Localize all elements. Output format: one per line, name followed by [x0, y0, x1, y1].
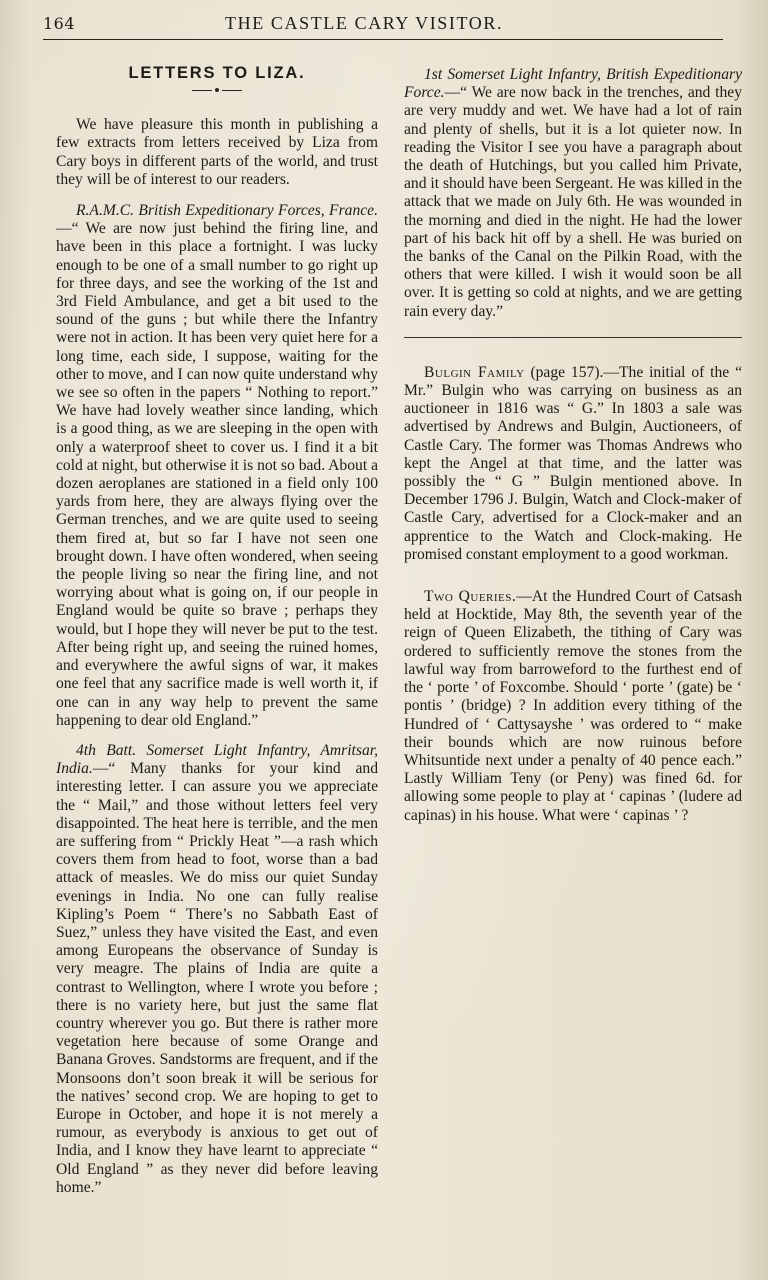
- ornament-bar-left: [192, 90, 212, 91]
- article-title: LETTERS TO LIZA.: [128, 64, 306, 82]
- article-intro: We have pleasure this month in publishing a few extracts from letters received by Liza from Cary boys in different parts of the world, and trust they will be of interest to our readers.: [56, 116, 378, 188]
- letter-bef: [404, 66, 742, 321]
- letter-india: [56, 742, 378, 1197]
- note-body: (page 157).—The initial of the “ Mr.” Bulgin who was carrying on business as an auctioneer in 1816 was “ G.” In 1803 a sale was advertised by Andrews and Bulgin, Auctioneers, of Castle Cary. The former was Thomas Andrews who kept the Angel at that time, and the latter was possibly the “ G ” Bulgin mentioned above. In December 1796 J. Bulgin, Watch and Clock-maker of Castle Cary, advertised for a Clock-maker and an apprentice to the Watch and Clock-making. He promised constant employment to a good workman.: [404, 363, 742, 563]
- note-two-queries: [404, 588, 742, 825]
- left-column: [56, 60, 378, 1209]
- running-title: THE CASTLE CARY VISITOR.: [225, 13, 504, 33]
- page-number: 164: [43, 14, 76, 33]
- letter-body: —“ Many thanks for your kind and interesting letter. I can assure you we appreciate the “ Mail,” and those without letters feel very disappointed. The heat here is terrible, and the men are suffering from “ Prickly Heat ”—a rash which covers them from head to foot, worse than a bad attack of measles. We do miss our quiet Sunday evenings in India. No one can fully realise Kipling’s Poem “ There’s no Sabbath East of Suez,” unless they have visited the East, and even among Europeans the observance of Sunday is very meagre. The plains of India are quite a contrast to Wellington, where I wrote you before ; there is no variety here, but just the same flat country wherever you go. But there is rather more vegetation here because of some Orange and Banana Groves. Sandstorms are frequent, and if the Monsoons don’t soon break it will be serious for the natives’ second crop. We are hoping to get to Europe in October, and hope it is not merely a rumour, as everybody is anxious to get out of India, and I know they have learnt to appreciate “ Old England ” as they never did before leaving home.”: [56, 760, 378, 1196]
- letter-france: [56, 202, 378, 730]
- note-heading: Two Queries.: [424, 588, 517, 606]
- note-bulgin-family: [404, 364, 742, 564]
- ornament-dot: [215, 88, 219, 92]
- letter-source: 4th Batt. Somerset Light Infantry, Amritsar, India.: [56, 741, 378, 778]
- ornament-bar-right: [222, 90, 242, 91]
- title-ornament: [192, 88, 242, 94]
- section-divider: [404, 337, 742, 338]
- letter-source: 1st Somerset Light Infantry, British Expeditionary Force.: [404, 66, 742, 102]
- letter-body: —“ We are now just behind the firing line, and have been in this place a fortnight. I was lucky enough to be one of a small number to go right up for three days, and see the working of the 1st and 3rd Field Ambulance, and get a bit used to the sound of the guns ; but while there the Infantry were not in action. It has been very quiet here for a long time, each side, I suppose, waiting for the other to move, and I can now quite understand why we see so often in the papers “ Nothing to report.” We have had lovely weather since landing, which is a good thing, as we are sleeping in the open with only a waterproof sheet to cover us. I find it a bit cold at night, but otherwise it is not so bad. About a dozen aeroplanes are stationed in a field only 100 yards from here, they are always flying over the German trenches, and we are quite used to seeing them fired at, but so far I have not seen one brought down. I have often wondered, when seeing the people living so near the firing line, and not worrying about what is going on, if our people in England would be quite so brave ; perhaps they would, but I hope they will never be put to the test. After being right up, and seeing the ruined homes, and everywhere the awful signs of war, it makes one feel that any sacrifice made is well worth it, if one can in any way help to prevent the same happening to dear old England.”: [56, 220, 378, 729]
- note-body: —At the Hundred Court of Catsash held at Hocktide, May 8th, the seventh year of the reign of Queen Elizabeth, the tithing of Cary was ordered to sufficiently remove the stones from the lawful way from barroweford to the furthest end of the ‘ porte ’ of Foxcombe. Should ‘ porte ’ (gate) be ‘ pontis ’ (bridge) ? In addition every tithing of the Hundred of ‘ Cattysayshe ’ was ordered to “ make their bounds which are now ruinous before Whitsuntide next under a penalty of 40 pence each.” Lastly William Teny (or Peny) was fined 6d. for allowing some people to play at ‘ capinas ’ (ludere ad capinas) in his house. What were ‘ capinas ’ ?: [404, 588, 742, 824]
- header-rule: [43, 39, 723, 40]
- letter-body: —“ We are now back in the trenches, and they are very muddy and wet. We have had a lot of rain and plenty of shells, but it is a lot quieter now. In reading the Visitor I see you have a paragraph about the death of Hutchings, but you called him Private, and it should have been Sergeant. He was killed in the attack that we made on July 6th. He was wounded in the morning and died in the night. He had the lower part of his back hit off by a shell. He was buried on the banks of the Canal on the Pilkin Road, with the others that were killed. I wish it would soon be all over. It is getting so cold at nights, and we are getting rain every day.”: [404, 84, 742, 320]
- note-heading: Bulgin Family: [424, 363, 525, 381]
- right-column: [404, 60, 742, 825]
- letter-source: R.A.M.C. British Expeditionary Forces, France.: [76, 202, 378, 220]
